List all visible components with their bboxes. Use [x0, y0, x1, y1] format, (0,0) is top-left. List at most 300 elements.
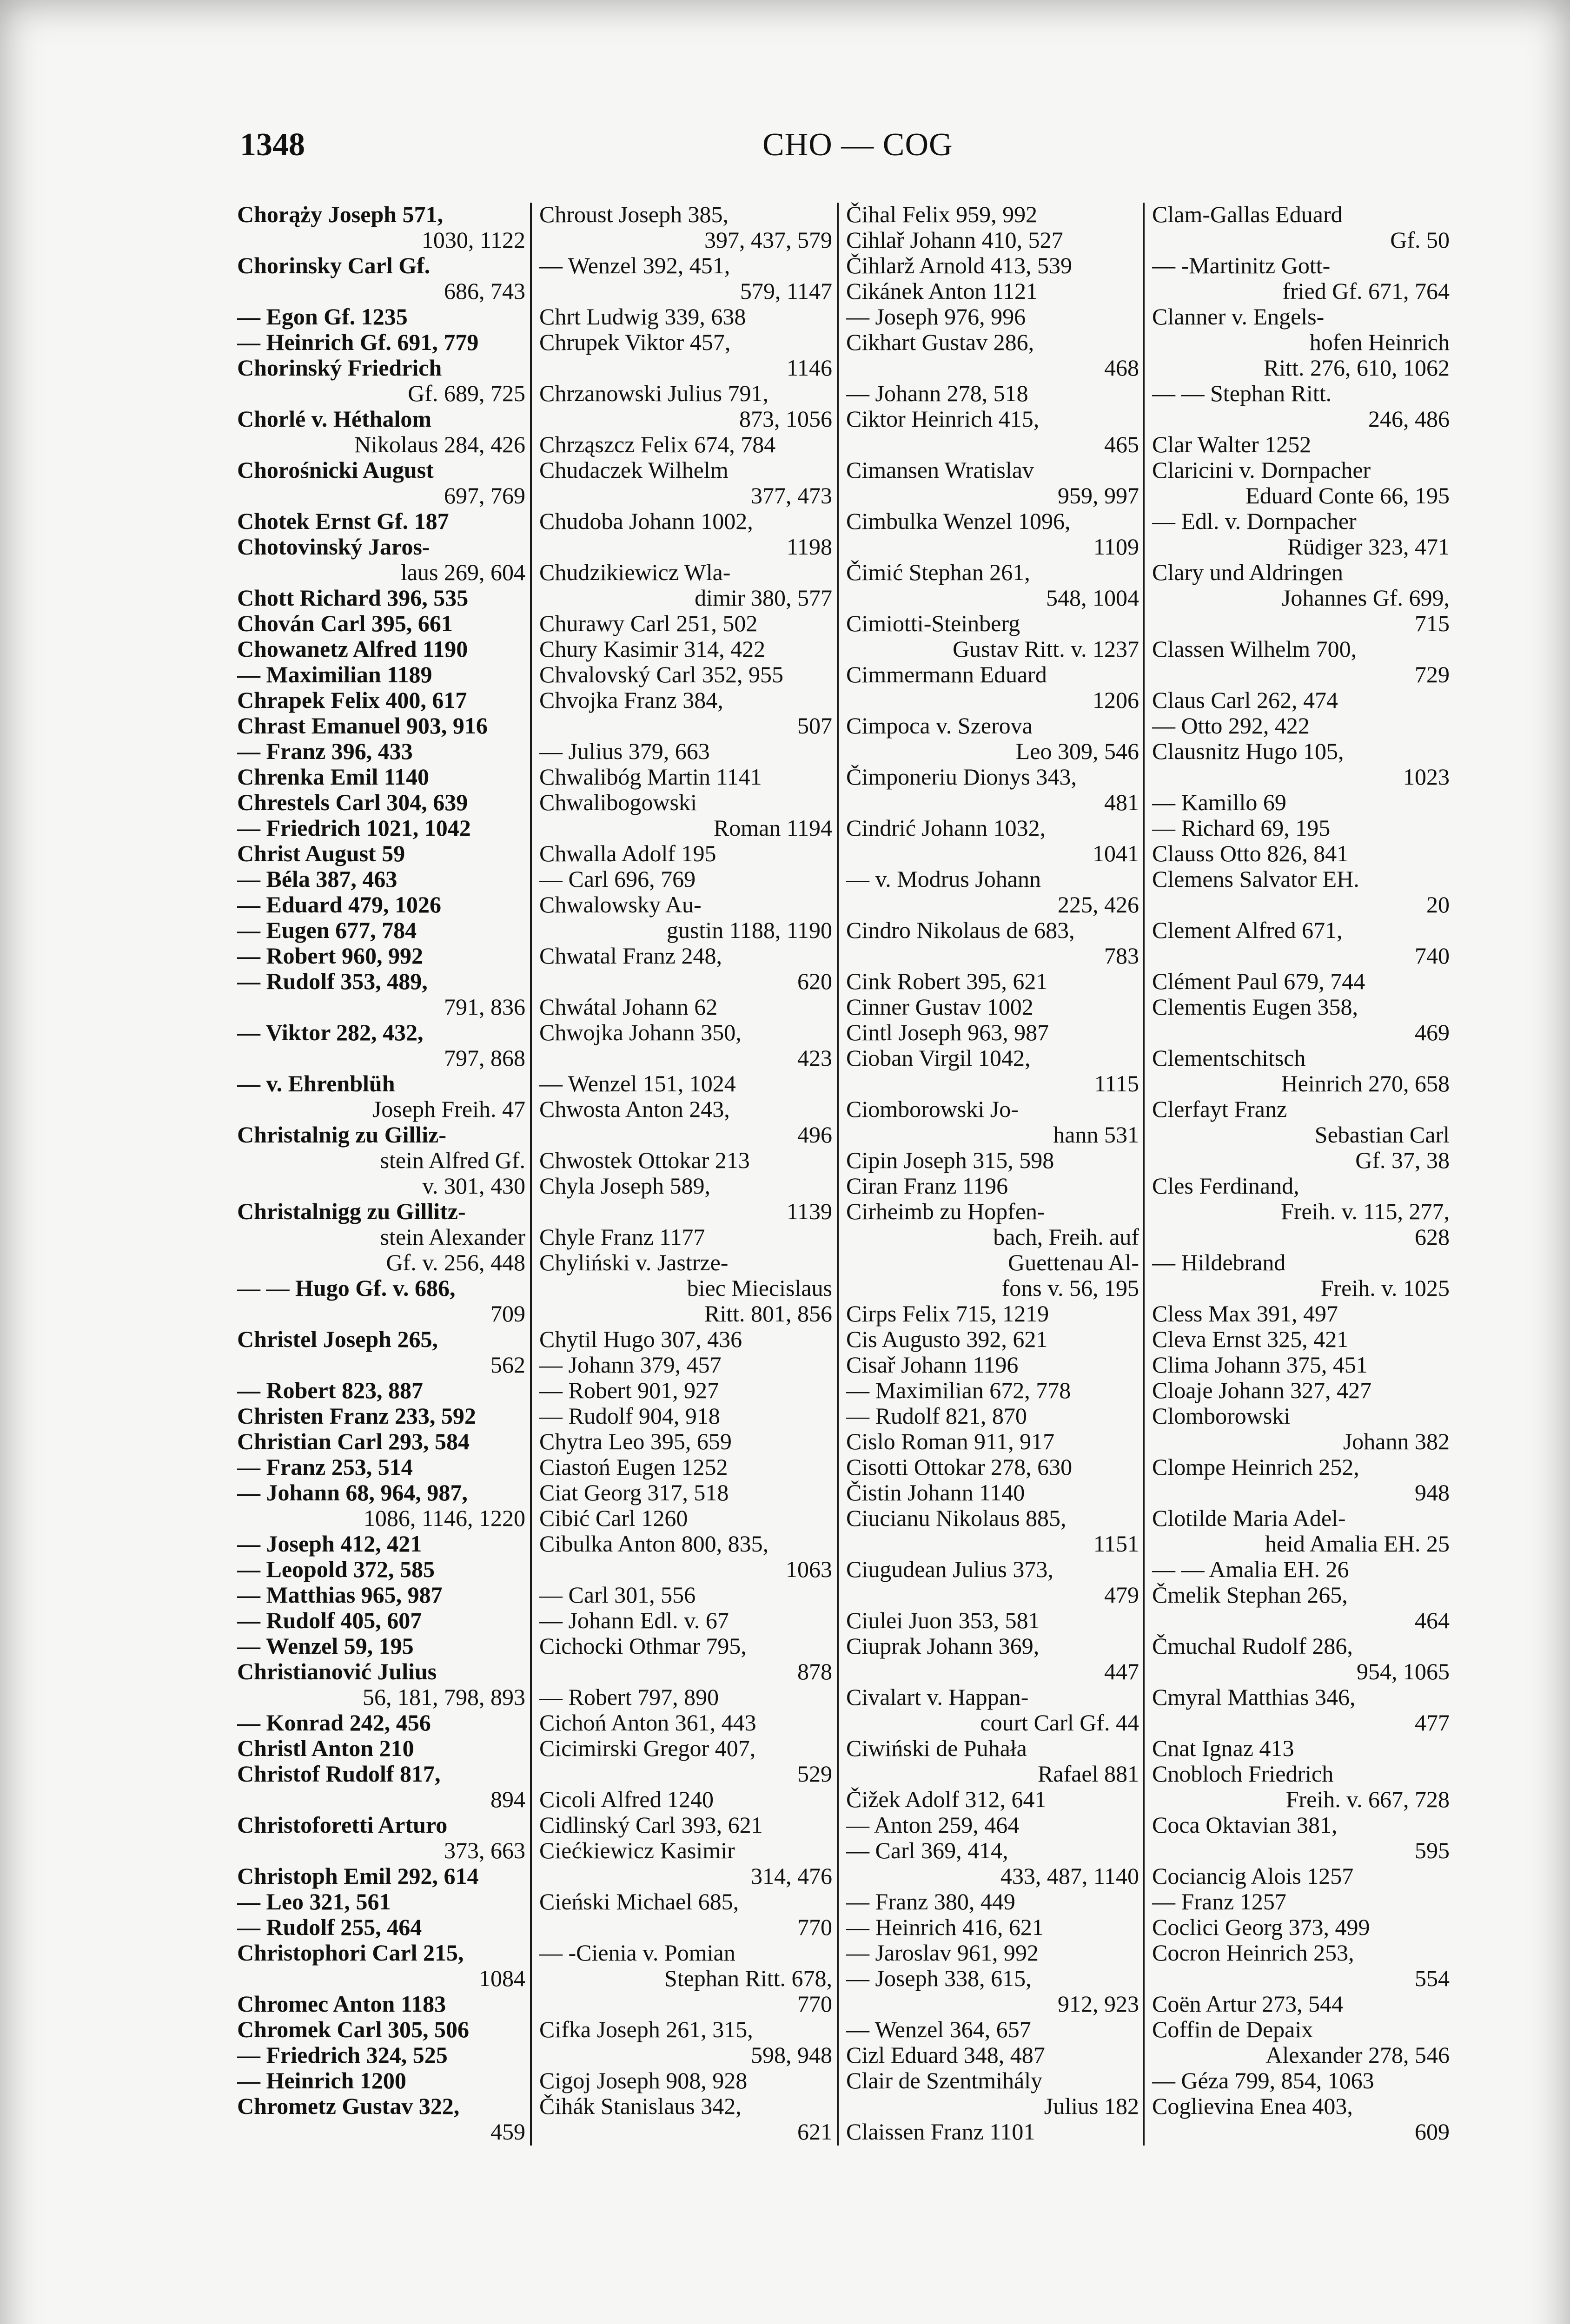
- entry-name-line: — — Amalia EH. 26: [1152, 1557, 1349, 1582]
- index-entry: [237, 304, 525, 330]
- index-entry: [539, 1096, 832, 1148]
- entry-name-line: Cindrić Johann 1032,: [846, 815, 1046, 841]
- entry-continuation-line: 56, 181, 798, 893: [363, 1684, 525, 1710]
- index-entry: [846, 1915, 1139, 1940]
- index-entry: [539, 1582, 832, 1608]
- entry-name-line: — Franz 380, 449: [846, 1889, 1015, 1915]
- entry-name-line: Chowanetz Alfred 1190: [237, 636, 468, 662]
- entry-name-line: Chury Kasimir 314, 422: [539, 636, 766, 662]
- entry-continuation-line: Eduard Conte 66, 195: [1245, 483, 1450, 508]
- index-entry: [1152, 1812, 1450, 1863]
- entry-name-line: — Joseph 976, 996: [846, 304, 1026, 330]
- index-entry: [237, 1761, 525, 1812]
- entry-name-line: Ciastoń Eugen 1252: [539, 1454, 728, 1480]
- index-entry: [1152, 1915, 1450, 1940]
- index-entry: [1152, 1045, 1450, 1096]
- index-entry: [846, 330, 1139, 381]
- entry-name-line: Cmyral Matthias 346,: [1152, 1684, 1356, 1710]
- entry-name-line: Cioban Virgil 1042,: [846, 1045, 1031, 1071]
- entry-continuation-line: Freih. v. 1025: [1320, 1275, 1450, 1301]
- entry-name-line: Christophori Carl 215,: [237, 1940, 464, 1966]
- index-entry: [846, 1505, 1139, 1557]
- entry-name-line: — Viktor 282, 432,: [237, 1020, 424, 1045]
- entry-name-line: Cisotti Ottokar 278, 630: [846, 1454, 1073, 1480]
- index-entry: [237, 1736, 525, 1761]
- index-entry: [237, 1199, 525, 1275]
- index-entry: [846, 918, 1139, 969]
- entry-name-line: Cipin Joseph 315, 598: [846, 1148, 1054, 1173]
- entry-name-line: — Anton 259, 464: [846, 1812, 1020, 1838]
- index-entry: [846, 1608, 1139, 1633]
- index-entry: [539, 866, 832, 892]
- index-entry: [846, 406, 1139, 457]
- entry-name-line: — Otto 292, 422: [1152, 713, 1310, 739]
- entry-name-line: Chrząszcz Felix 674, 784: [539, 432, 776, 457]
- entry-name-line: Cimmermann Eduard: [846, 662, 1047, 687]
- entry-name-line: — Carl 301, 556: [539, 1582, 696, 1608]
- entry-name-line: Cimbulka Wenzel 1096,: [846, 508, 1071, 534]
- entry-name-line: Chotek Ernst Gf. 187: [237, 508, 449, 534]
- entry-name-line: Cidlinský Carl 393, 621: [539, 1812, 763, 1838]
- entry-name-line: Cocron Heinrich 253,: [1152, 1940, 1354, 1966]
- entry-name-line: Chrt Ludwig 339, 638: [539, 304, 746, 330]
- index-entry: [539, 739, 832, 764]
- index-entry: [846, 1480, 1139, 1505]
- index-entry: [237, 1122, 525, 1199]
- entry-name-line: Christian Carl 293, 584: [237, 1429, 470, 1454]
- entry-name-line: — Johann Edl. v. 67: [539, 1608, 729, 1633]
- index-entry: [539, 1071, 832, 1096]
- entry-continuation-line: 686, 743: [444, 278, 525, 304]
- entry-continuation-line: 873, 1056: [739, 406, 832, 432]
- entry-name-line: Ciugudean Julius 373,: [846, 1557, 1053, 1582]
- index-entry: [846, 304, 1139, 330]
- entry-name-line: Cociancig Alois 1257: [1152, 1863, 1354, 1889]
- index-entry: [539, 381, 832, 432]
- entry-name-line: Cirheimb zu Hopfen-: [846, 1199, 1045, 1224]
- index-entry: [237, 1812, 525, 1863]
- entry-name-line: Christalnig zu Gilliz-: [237, 1122, 446, 1148]
- index-entry: [1152, 432, 1450, 457]
- index-entry: [846, 508, 1139, 560]
- index-entry: [539, 943, 832, 994]
- index-entry: [539, 1505, 832, 1531]
- entry-name-line: Chwátal Johann 62: [539, 994, 718, 1020]
- entry-name-line: — Maximilian 1189: [237, 662, 432, 687]
- entry-continuation-line: Heinrich 270, 658: [1281, 1071, 1450, 1096]
- entry-continuation-line: Johannes Gf. 699,: [1281, 585, 1450, 611]
- entry-name-line: — Jaroslav 961, 992: [846, 1940, 1039, 1966]
- index-entry: [539, 892, 832, 943]
- entry-name-line: Chorąży Joseph 571,: [237, 202, 444, 227]
- entry-name-line: Clima Johann 375, 451: [1152, 1352, 1368, 1378]
- entry-continuation-line: 562: [490, 1352, 525, 1378]
- entry-continuation-line: laus 269, 604: [400, 560, 525, 585]
- entry-continuation-line: 1115: [1094, 1071, 1139, 1096]
- entry-continuation-line: 1030, 1122: [421, 227, 525, 253]
- index-entry: [1152, 1684, 1450, 1736]
- entry-name-line: Cibić Carl 1260: [539, 1505, 688, 1531]
- entry-name-line: — Heinrich 416, 621: [846, 1915, 1044, 1940]
- index-entry: [846, 253, 1139, 278]
- entry-continuation-line: Nikolaus 284, 426: [354, 432, 525, 457]
- index-entry: [539, 1429, 832, 1454]
- entry-name-line: — Robert 901, 927: [539, 1378, 719, 1403]
- entry-name-line: Christoph Emil 292, 614: [237, 1863, 479, 1889]
- entry-name-line: Claricini v. Dornpacher: [1152, 457, 1371, 483]
- entry-name-line: — Friedrich 1021, 1042: [237, 815, 471, 841]
- index-entry: [846, 2119, 1139, 2145]
- entry-continuation-line: 469: [1415, 1020, 1450, 1045]
- index-entry: [237, 1557, 525, 1582]
- index-entry: [237, 2068, 525, 2093]
- entry-name-line: Cnat Ignaz 413: [1152, 1736, 1294, 1761]
- entry-name-line: — Rudolf 353, 489,: [237, 969, 428, 994]
- entry-continuation-line: 729: [1415, 662, 1450, 687]
- index-entry: [846, 1889, 1139, 1915]
- index-entry: [237, 1327, 525, 1378]
- index-entry: [237, 1608, 525, 1633]
- index-entry: [539, 432, 832, 457]
- entry-name-line: — Egon Gf. 1235: [237, 304, 408, 330]
- entry-name-line: Cimiotti-Steinberg: [846, 611, 1020, 636]
- index-entry: [1152, 508, 1450, 560]
- entry-continuation-line: Ritt. 801, 856: [704, 1301, 832, 1327]
- entry-continuation-line: Julius 182: [1044, 2093, 1139, 2119]
- index-entry: [237, 943, 525, 969]
- index-entry: [237, 1531, 525, 1557]
- index-entry: [846, 1352, 1139, 1378]
- entry-name-line: Classen Wilhelm 700,: [1152, 636, 1357, 662]
- index-entry: [539, 1608, 832, 1633]
- index-entry: [237, 1275, 525, 1327]
- index-entry: [539, 1736, 832, 1787]
- entry-name-line: Chyla Joseph 589,: [539, 1173, 711, 1199]
- index-column-3: [846, 202, 1139, 2149]
- index-entry: [1152, 1327, 1450, 1352]
- entry-name-line: Chwatal Franz 248,: [539, 943, 722, 969]
- entry-name-line: Chrenka Emil 1140: [237, 764, 430, 790]
- index-entry: [1152, 1736, 1450, 1761]
- entry-name-line: Chvalovský Carl 352, 955: [539, 662, 783, 687]
- index-entry: [846, 1557, 1139, 1608]
- index-entry: [539, 304, 832, 330]
- index-entry: [539, 1020, 832, 1071]
- index-entry: [1152, 815, 1450, 841]
- index-entry: [846, 1096, 1139, 1148]
- index-entry: [237, 1915, 525, 1940]
- entry-name-line: Chwostek Ottokar 213: [539, 1148, 750, 1173]
- entry-name-line: Chott Richard 396, 535: [237, 585, 469, 611]
- index-entry: [237, 534, 525, 585]
- entry-name-line: Cloaje Johann 327, 427: [1152, 1378, 1372, 1403]
- entry-name-line: — Carl 696, 769: [539, 866, 696, 892]
- index-entry: [846, 1148, 1139, 1173]
- entry-name-line: Ciwiński de Puhała: [846, 1736, 1027, 1761]
- index-entry: [539, 994, 832, 1020]
- index-entry: [1152, 841, 1450, 866]
- index-entry: [846, 1020, 1139, 1045]
- index-entry: [237, 1659, 525, 1710]
- index-entry: [846, 560, 1139, 611]
- entry-continuation-line: 621: [797, 2119, 832, 2145]
- entry-continuation-line: 697, 769: [444, 483, 525, 508]
- index-entry: [237, 202, 525, 253]
- entry-continuation-line: 1086, 1146, 1220: [363, 1505, 525, 1531]
- entry-continuation-line: Rüdiger 323, 471: [1287, 534, 1450, 560]
- entry-continuation-line: gustin 1188, 1190: [666, 918, 832, 943]
- index-entry: [1152, 202, 1450, 253]
- entry-name-line: Chorinsky Carl Gf.: [237, 253, 431, 278]
- entry-name-line: Chwalibóg Martin 1141: [539, 764, 762, 790]
- entry-name-line: Čmuchal Rudolf 286,: [1152, 1633, 1353, 1659]
- entry-continuation-line: Gf. 689, 725: [408, 381, 525, 406]
- entry-name-line: Cless Max 391, 497: [1152, 1301, 1338, 1327]
- entry-continuation-line: 1146: [786, 355, 832, 381]
- index-entry: [237, 457, 525, 508]
- entry-name-line: Christianović Julius: [237, 1659, 437, 1684]
- entry-name-line: Clair de Szentmihály: [846, 2068, 1043, 2093]
- index-entry: [846, 1812, 1139, 1838]
- entry-name-line: Čihák Stanislaus 342,: [539, 2093, 742, 2119]
- entry-name-line: Chwojka Johann 350,: [539, 1020, 742, 1045]
- index-entry: [846, 2042, 1139, 2068]
- entry-name-line: Cichocki Othmar 795,: [539, 1633, 747, 1659]
- entry-name-line: — Richard 69, 195: [1152, 815, 1331, 841]
- entry-continuation-line: 1084: [479, 1966, 525, 1991]
- entry-continuation-line: Leo 309, 546: [1015, 739, 1139, 764]
- index-entry: [539, 790, 832, 841]
- entry-continuation-line: 948: [1415, 1480, 1450, 1505]
- entry-name-line: Ciran Franz 1196: [846, 1173, 1008, 1199]
- entry-name-line: Ciktor Heinrich 415,: [846, 406, 1040, 432]
- index-entry: [846, 1966, 1139, 2017]
- entry-name-line: Ciećkiewicz Kasimir: [539, 1838, 735, 1863]
- entry-name-line: — Leopold 372, 585: [237, 1557, 435, 1582]
- entry-name-line: Cizl Eduard 348, 487: [846, 2042, 1045, 2068]
- index-entry: [539, 1684, 832, 1710]
- index-entry: [237, 713, 525, 739]
- entry-continuation-line: Johann 382: [1343, 1429, 1450, 1454]
- index-entry: [237, 841, 525, 866]
- entry-name-line: Ciat Georg 317, 518: [539, 1480, 729, 1505]
- index-entry: [237, 406, 525, 457]
- index-entry: [539, 560, 832, 611]
- index-column-1: [237, 202, 525, 2149]
- entry-name-line: Čistin Johann 1140: [846, 1480, 1025, 1505]
- entry-name-line: — v. Modrus Johann: [846, 866, 1041, 892]
- entry-name-line: Christof Rudolf 817,: [237, 1761, 441, 1787]
- entry-name-line: — Wenzel 392, 451,: [539, 253, 730, 278]
- index-entry: [237, 2042, 525, 2068]
- entry-name-line: Christ August 59: [237, 841, 405, 866]
- page-number: 1348: [240, 127, 305, 163]
- entry-name-line: Clemens Salvator EH.: [1152, 866, 1359, 892]
- index-entry: [1152, 1454, 1450, 1505]
- entry-name-line: Chwosta Anton 243,: [539, 1096, 730, 1122]
- entry-name-line: Čmelik Stephan 265,: [1152, 1582, 1348, 1608]
- entry-name-line: Clompe Heinrich 252,: [1152, 1454, 1359, 1480]
- entry-name-line: Čimponeriu Dionys 343,: [846, 764, 1077, 790]
- index-entry: [846, 1736, 1139, 1787]
- index-entry: [846, 969, 1139, 994]
- entry-continuation-line: 468: [1104, 355, 1139, 381]
- entry-continuation-line: stein Alexander: [380, 1224, 525, 1250]
- entry-name-line: Ciomborowski Jo-: [846, 1096, 1019, 1122]
- index-entry: [237, 662, 525, 687]
- index-entry: [237, 1378, 525, 1403]
- entry-continuation-line: 709: [490, 1301, 525, 1327]
- entry-name-line: Clauss Otto 826, 841: [1152, 841, 1349, 866]
- index-entry: [1152, 1352, 1450, 1378]
- entry-name-line: Chotovinský Jaros-: [237, 534, 430, 560]
- index-entry: [1152, 1250, 1450, 1301]
- entry-continuation-line: 770: [797, 1991, 832, 2017]
- index-entry: [1152, 1761, 1450, 1812]
- index-entry: [1152, 1991, 1450, 2017]
- entry-name-line: — Julius 379, 663: [539, 739, 710, 764]
- index-entry: [539, 1889, 832, 1940]
- entry-name-line: Clementschitsch: [1152, 1045, 1306, 1071]
- entry-name-line: — Joseph 412, 421: [237, 1531, 422, 1557]
- entry-name-line: Cintl Joseph 963, 987: [846, 1020, 1049, 1045]
- entry-name-line: — Maximilian 672, 778: [846, 1378, 1071, 1403]
- entry-continuation-line: fried Gf. 671, 764: [1282, 278, 1450, 304]
- entry-continuation-line: Freih. v. 115, 277,: [1281, 1199, 1450, 1224]
- entry-name-line: Clar Walter 1252: [1152, 432, 1312, 457]
- entry-continuation-line: 377, 473: [751, 483, 832, 508]
- entry-continuation-line: 507: [797, 713, 832, 739]
- entry-continuation-line: 912, 923: [1058, 1991, 1139, 2017]
- index-entry: [846, 815, 1139, 866]
- index-entry: [539, 1224, 832, 1250]
- index-entry: [1152, 304, 1450, 381]
- entry-continuation-line: Joseph Freih. 47: [372, 1096, 525, 1122]
- index-entry: [539, 1480, 832, 1505]
- index-entry: [1152, 1403, 1450, 1454]
- entry-name-line: Clam-Gallas Eduard: [1152, 202, 1343, 227]
- entry-continuation-line: Sebastian Carl: [1314, 1122, 1450, 1148]
- entry-continuation-line: 740: [1415, 943, 1450, 969]
- entry-name-line: Chrupek Viktor 457,: [539, 330, 731, 355]
- entry-name-line: — Rudolf 904, 918: [539, 1403, 720, 1429]
- index-entry: [539, 1710, 832, 1736]
- entry-continuation-line: hann 531: [1053, 1122, 1139, 1148]
- index-entry: [237, 330, 525, 355]
- entry-name-line: Chwalowsky Au-: [539, 892, 702, 918]
- entry-name-line: — Franz 1257: [1152, 1889, 1286, 1915]
- entry-continuation-line: 1206: [1093, 687, 1139, 713]
- index-entry: [1152, 1582, 1450, 1633]
- entry-name-line: — Friedrich 324, 525: [237, 2042, 448, 2068]
- entry-name-line: — Franz 253, 514: [237, 1454, 413, 1480]
- entry-continuation-line: 529: [797, 1761, 832, 1787]
- entry-name-line: — Eugen 677, 784: [237, 918, 417, 943]
- index-entry: [1152, 739, 1450, 790]
- entry-name-line: Chorośnicki August: [237, 457, 434, 483]
- index-entry: [1152, 2093, 1450, 2145]
- index-entry: [1152, 1940, 1450, 1991]
- entry-continuation-line: 397, 437, 579: [704, 227, 832, 253]
- entry-name-line: Christl Anton 210: [237, 1736, 414, 1761]
- entry-name-line: Clausnitz Hugo 105,: [1152, 739, 1344, 764]
- index-entry: [539, 1454, 832, 1480]
- index-entry: [846, 1787, 1139, 1812]
- entry-name-line: — — Hugo Gf. v. 686,: [237, 1275, 456, 1301]
- index-entry: [237, 636, 525, 662]
- entry-continuation-line: 609: [1415, 2119, 1450, 2145]
- index-entry: [539, 2068, 832, 2093]
- entry-continuation-line: 878: [797, 1659, 832, 1684]
- entry-name-line: Coën Artur 273, 544: [1152, 1991, 1344, 2017]
- entry-name-line: Chrestels Carl 304, 639: [237, 790, 468, 815]
- index-entry: [1152, 1557, 1450, 1582]
- entry-name-line: Chwalla Adolf 195: [539, 841, 716, 866]
- column-rule: [530, 203, 532, 2146]
- index-column-2: [539, 202, 832, 2149]
- entry-name-line: Christalnigg zu Gillitz-: [237, 1199, 466, 1224]
- index-entry: [237, 1710, 525, 1736]
- entry-continuation-line: 423: [797, 1045, 832, 1071]
- index-column-4: [1152, 202, 1450, 2149]
- entry-name-line: — Rudolf 405, 607: [237, 1608, 422, 1633]
- index-entry: [1152, 457, 1450, 508]
- index-entry: [846, 1838, 1139, 1889]
- entry-name-line: Clotilde Maria Adel-: [1152, 1505, 1346, 1531]
- index-entry: [1152, 2068, 1450, 2093]
- index-entry: [539, 1250, 832, 1327]
- entry-name-line: — v. Ehrenblüh: [237, 1071, 395, 1096]
- entry-name-line: — Kamillo 69: [1152, 790, 1286, 815]
- entry-name-line: Clanner v. Engels-: [1152, 304, 1325, 330]
- index-entry: [237, 739, 525, 764]
- index-entry: [539, 841, 832, 866]
- entry-name-line: Cindro Nikolaus de 683,: [846, 918, 1075, 943]
- index-entry: [1152, 636, 1450, 687]
- entry-name-line: Cink Robert 395, 621: [846, 969, 1048, 994]
- index-entry: [846, 1301, 1139, 1327]
- index-entry: [539, 253, 832, 304]
- entry-name-line: Claus Carl 262, 474: [1152, 687, 1338, 713]
- index-entry: [539, 1531, 832, 1582]
- index-entry: [539, 1838, 832, 1889]
- entry-name-line: Cikhart Gustav 286,: [846, 330, 1034, 355]
- entry-name-line: Coglievina Enea 403,: [1152, 2093, 1353, 2119]
- entry-continuation-line: Gf. 50: [1390, 227, 1450, 253]
- index-entry: [539, 1403, 832, 1429]
- index-entry: [1152, 918, 1450, 969]
- index-entry: [237, 1582, 525, 1608]
- entry-name-line: — Béla 387, 463: [237, 866, 397, 892]
- entry-name-line: Chyle Franz 1177: [539, 1224, 705, 1250]
- entry-continuation-line: court Carl Gf. 44: [980, 1710, 1139, 1736]
- index-entry: [237, 1889, 525, 1915]
- entry-name-line: — Géza 799, 854, 1063: [1152, 2068, 1374, 2093]
- entry-continuation-line: 548, 1004: [1046, 585, 1139, 611]
- index-entry: [846, 994, 1139, 1020]
- entry-name-line: Christoforetti Arturo: [237, 1812, 448, 1838]
- index-entry: [539, 611, 832, 636]
- entry-name-line: Čihlarž Arnold 413, 539: [846, 253, 1073, 278]
- entry-continuation-line: Stephan Ritt. 678,: [664, 1966, 832, 1991]
- entry-name-line: Cimpoca v. Szerova: [846, 713, 1033, 739]
- index-entry: [237, 1633, 525, 1659]
- index-entry: [237, 764, 525, 790]
- index-entry: [237, 253, 525, 304]
- entry-continuation-line: 579, 1147: [740, 278, 832, 304]
- entry-continuation-line: 595: [1415, 1838, 1450, 1863]
- entry-name-line: Claissen Franz 1101: [846, 2119, 1035, 2145]
